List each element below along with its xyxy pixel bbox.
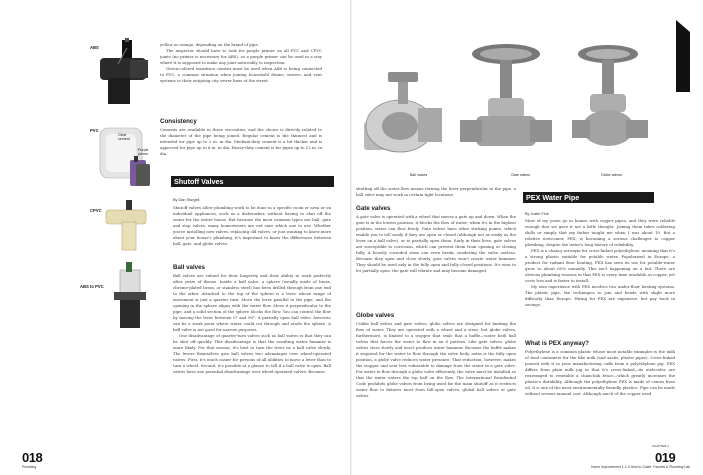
pex-byline: By Justin Fink <box>525 212 549 216</box>
gate-valves-caption: Gate valves <box>511 173 530 177</box>
corner-mark: CHAPTER 4 <box>652 444 669 448</box>
abs-pipe-photo <box>94 38 152 108</box>
purple-primer-label: Purple primer <box>138 148 149 156</box>
ball-continued-text: shutting off the water flow means turning the lever perpendicular to the pipe, a ball valve may not work in certain tight locations. <box>356 186 516 197</box>
right-page-number: 019 <box>655 450 676 465</box>
globe-valve-image <box>572 45 648 146</box>
pex-text <box>525 218 675 336</box>
cpvc-pipe-photo <box>100 200 154 254</box>
consistency-text: Cements are available in three viscosities, and the choice is directly related to the diameter of the pipe being joined. Regular cement is the thinnest and is intended for pipe up to 2 in. in dia. Medium-duty cement is a bit thicker and is approved for pipe up to 6 in. in dia. Heavy-duty cement is for pipes up to 12 in. in dia. <box>160 127 322 156</box>
plumbing-side-tab-label: Plumbing <box>659 48 668 84</box>
shutoff-valves-banner: Shutoff Valves <box>171 176 334 187</box>
tab-arrow-icon <box>676 20 690 32</box>
intro-p2: The inspector should have to look for purple primer on all PVC and CPVC joints (no primer is necessary for ABS), so a purple primer can be used in a way where it is supposed to make any joint noticeably to inspection. <box>160 48 322 65</box>
intro-text <box>160 42 322 117</box>
ball-valve-image <box>364 72 442 152</box>
abs-to-pvc-photo <box>108 262 154 334</box>
valves-photo <box>358 32 658 172</box>
cpvc-label: CPVC <box>90 208 102 213</box>
pex-water-pipe-banner: PEX Water Pipe <box>523 192 654 203</box>
pex-p1: Most of my years go in homes with copper pipes, and they were reliable enough that we gave it not a little thought. Joining them takes soldering skills or simply that my father taught me when I was about 10. But a relative newcomer, PEX, is becoming a serious challenger to copper plumbing, despite the latter's long history of reliability. <box>525 218 675 247</box>
shutoff-intro: Shutoff valves allow plumbing work to be done in a specific room or area or on individual appliances, such as a dishwasher, without having to shut off the water for the entire house. But because the most common types are ball, gate and stop valves, many homeowners are not sure which one to use. Whether you're installing new valves, replacing old valves, or just wanting to know more about your house's plumbing, it's important to know the differences between ball, gate, and globe valves. <box>173 205 331 246</box>
globe-valves-caption: Globe valves <box>601 173 622 177</box>
consistency-heading: Consistency <box>160 118 197 125</box>
gate-valves-heading: Gate valves <box>356 205 391 212</box>
what-is-pex-heading: What is PEX anyway? <box>525 340 589 347</box>
left-runner: Plumbing <box>22 465 37 469</box>
intro-p3: Green-colored transition cement must be used when ABS is being connected to PVC, a common situation when joining household drains, sewers, and vent systems to their outgoing city sewer lines at the street. <box>160 66 322 83</box>
what-is-pex-text: Polyethylene is a common plastic whose most notable examples is the milk of food containers for the like milk (and sacks, plastic pipes). Cross-linked poured with it in your manufacturing cuffs from a polyethylene pig. PEX differs from plain milk jug in that it's cross-linked—its molecules are rearranged to resemble a chain-link fence—which greatly increases the plastic's durability. Although the polyethylene PEX is made of comes from oil, it is one of the most environmentally friendly plastics. Pipe can be made without serious manual cost. Although much of the copper used <box>525 349 675 396</box>
intro-p1: yellow or orange, depending on the brand of pipe. <box>160 42 260 47</box>
abs-label: ABS <box>90 45 99 50</box>
left-page-number: 018 <box>22 450 43 465</box>
gate-valves-text: A gate valve is operated with a wheel that moves a gate up and down. When the gate is in the lowest position, it blocks the flow of water; when it's in the highest position, water can flow freely. Gate valves have other sticking points, which enable you to tell easily if they are open or closed (although not as easily as the lever on a ball valve), or to partially open them. Early in their lives, gate valves are susceptible to corrosion, which can prevent them from opening or closing fully. A heavily corroded stem can even break, rendering the valve useless. Because they open and close slowly, gate valves won't create water hammer. They should be used only in the fully open and fully closed positions. It's wise to let partially open, the gate will vibrate and may become damaged. <box>356 214 516 273</box>
gate-valve-image <box>460 44 552 146</box>
globe-valves-text: Unlike ball valves and gate valves, globe valves are designed for limiting the flow of water. They are operated with a wheel and a stem, but globe valves, furthermore, is limited to a stopper that seals that a baffle—water both ball valves that forces the water to flow in an S pattern. Like gate valves, globe valves close slowly and won't produce water hammer. Because the baffle makes it required for the water to flow through the valve body, extra is the fully open position, a globe valve reduces water pressure. That reduction, however, makes the stopper and seat less vulnerable to damage from the water in a gate valve. For water to flow through a globe valve efficiently, the valve must be installed so that the water enters the top half on the flow. The International Residential Code prohibits globe valves from being used for the main shutoff as it restricts water flow to fixtures most from full-open valves, global ball valves or gate valves. <box>356 321 516 398</box>
ball-valves-heading: Ball valves <box>173 264 205 271</box>
globe-valves-heading: Globe valves <box>356 312 395 319</box>
abs-to-pvc-label: ABS to PVC <box>80 284 104 289</box>
ball-valves-p2: One disadvantage of quarter-turn valves such as ball valves is that they can be shut off quickly. This disadvantage is that the resulting water hammer is more likely. For that reason, it's best to turn the lever on a ball valve slowly. The levers themselves give ball valves two advantages over wheel-operated valves. First, it's much easier for persons of all abilities to move a lever than to turn a wheel. Second, it's possible at a glance to tell if a ball valve is open. Ball valves have one potential disadvantage over wheel-operated valves: Because <box>173 333 331 374</box>
ball-valves-caption: Ball valves <box>410 173 428 177</box>
ball-valves-text <box>173 273 331 443</box>
shutoff-byline: By Dan Sturgeil <box>173 198 200 202</box>
right-runner: Home Improvement 1-2-3 How to Guide: Faucets & Plumbing Lab <box>591 465 690 469</box>
page-gutter <box>350 0 352 475</box>
pex-p2: PEX is a chancy acronym for cross-linked polyethylene, meaning that it's a strong plastic suitable for potable water. Popularized in Europe, a product for radiant floor heating, PEX has seen its use for potable-water grow to about 65% annually. This isn't happening on a fad. There are obvious plumbing reasons in that PEX is every time available as copper, yet costs less and is faster to install. <box>525 248 675 283</box>
pex-p3: My own experience with PEX involves two under-floor heating systems. The plastic pipe, the techniques to join and bends with slight more difficulty than Europe. Hiring for PEX are expensive, but pay back in savings. <box>525 284 675 307</box>
clear-cement-label: Clear cement <box>118 133 130 141</box>
pvc-label: PVC <box>90 128 99 133</box>
ball-valves-p1: Ball valves are valued for their longevity and their ability to work perfectly after years of disuse. Inside a ball valve, a sphere (usually made of brass, chrome-plated brass, or stainless steel) has been drilled through from one end to the other. Attached to the top of the sphere is a lever whose range of movement is just a quarter turn. Move the lever parallel to the pipe, and the opening in the sphere aligns with the water flow. Move it perpendicular to the pipe, and a solid section of the sphere blocks the flow. You can control the flow by moving the lever between 0° and 90°. A partially open ball valve, however, can be a weak point where water could cut through and erode the sphere. A ball valve is not good for narrow purposes. <box>173 273 331 332</box>
